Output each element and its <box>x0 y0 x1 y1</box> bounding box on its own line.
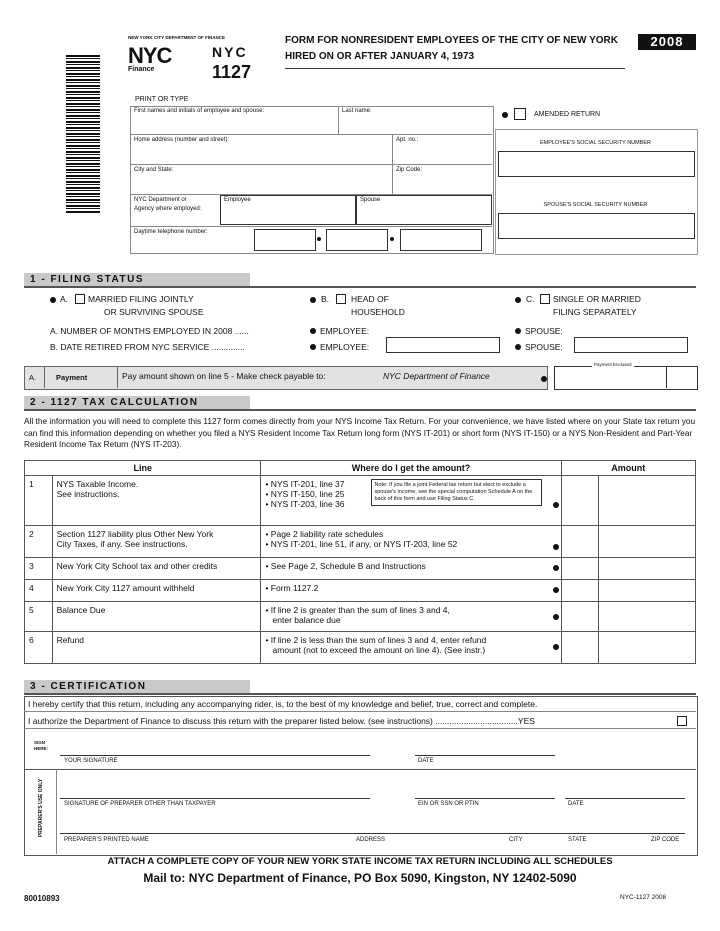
signature-date-label: DATE <box>418 758 434 764</box>
col-line-header: Line <box>25 461 261 476</box>
form-number: 1127 <box>212 62 252 82</box>
home-address-label: Home address (number and street): <box>134 137 230 143</box>
preparer-signature-label: SIGNATURE OF PREPARER OTHER THAN TAXPAYER <box>64 801 216 807</box>
city-state-label: City and State: <box>134 167 174 173</box>
line-where: • See Page 2, Schedule B and Instructions <box>265 561 426 571</box>
tax-calc-table <box>24 460 696 664</box>
payment-payee: NYC Department of Finance <box>383 371 490 381</box>
amended-return-label: AMENDED RETURN <box>534 111 601 118</box>
line-number: 6 <box>25 632 53 664</box>
option-c-letter: C. <box>526 294 535 304</box>
spouse-ssn-label: SPOUSE'S SOCIAL SECURITY NUMBER <box>543 202 648 208</box>
amount-field[interactable] <box>561 476 598 526</box>
preparer-zip-label: ZIP CODE <box>651 837 680 843</box>
table-row <box>25 632 696 664</box>
option-a-line2: OR SURVIVING SPOUSE <box>104 307 204 317</box>
payment-enclosed-field[interactable] <box>554 366 698 390</box>
table-row <box>25 526 696 558</box>
col-amount-header: Amount <box>561 461 695 476</box>
line-where: • If line 2 is less than the sum of lines 3 and 4, enter refund <box>265 635 487 645</box>
preparer-name-label: PREPARER'S PRINTED NAME <box>64 837 149 843</box>
single-separately-checkbox[interactable] <box>540 294 550 304</box>
dept-name: NEW YORK CITY DEPARTMENT OF FINANCE <box>128 35 226 40</box>
option-b-line2: HOUSEHOLD <box>351 307 405 317</box>
phone-label: Daytime telephone number: <box>134 229 208 235</box>
print-or-type: PRINT OR TYPE <box>135 96 189 103</box>
tax-year-badge: 2008 <box>638 34 696 50</box>
table-row <box>25 558 696 580</box>
form-code: NYC <box>212 44 248 60</box>
barcode <box>66 55 100 213</box>
first-names-label: First names and initials of employee and spouse: <box>134 108 265 114</box>
ein-label: EIN OR SSN OR PTIN <box>418 801 479 807</box>
mail-to-address: Mail to: NYC Department of Finance, PO Box 5090, Kingston, NY 12402-5090 <box>143 871 577 885</box>
months-spouse-label: SPOUSE: <box>525 326 563 336</box>
form-code-left: 80010893 <box>24 894 60 903</box>
certify-text: I hereby certify that this return, including any accompanying rider, is, to the best of my knowledge and belief, true, correct and complete. <box>28 699 538 709</box>
line-where: enter balance due <box>265 615 341 625</box>
retired-spouse-label: SPOUSE: <box>525 342 563 352</box>
section-2-title: 2 - 1127 TAX CALCULATION <box>24 396 250 410</box>
line-where: • If line 2 is greater than the sum of lines 3 and 4, <box>265 605 450 615</box>
line-desc: City Taxes, if any. See instructions. <box>56 539 188 549</box>
amount-field-cents[interactable] <box>598 580 695 602</box>
phone-prefix-field[interactable] <box>326 229 388 251</box>
section-3-title: 3 - CERTIFICATION <box>24 680 250 694</box>
retired-spouse-field[interactable] <box>574 337 688 353</box>
nyc-dept-label-1: NYC Department or <box>134 197 187 203</box>
zip-label: Zip Code: <box>396 167 423 173</box>
preparer-date-label: DATE <box>568 801 584 807</box>
option-b-line1: HEAD OF <box>351 294 389 304</box>
amount-field[interactable] <box>561 580 598 602</box>
line-where: • Page 2 liability rate schedules <box>265 529 384 539</box>
amount-field[interactable] <box>561 558 598 580</box>
payment-label: Payment <box>56 373 88 382</box>
amount-field-cents[interactable] <box>598 602 695 632</box>
authorize-yes-checkbox[interactable] <box>677 716 687 726</box>
payment-enclosed-label: Payment Enclosed <box>594 362 632 367</box>
line-where: • NYS IT-201, line 51, if any, or NYS IT-203, line 52 <box>265 539 458 549</box>
amended-return-checkbox[interactable] <box>514 108 526 120</box>
joint-return-note: Note: If you file a joint Federal tax return but elect to exclude a spouse's income, see the special computation Schedule A on the back of this form and use Filing Status C. <box>371 479 542 506</box>
retired-employee-field[interactable] <box>386 337 500 353</box>
spouse-ssn-field[interactable] <box>498 213 695 239</box>
line-desc: New York City School tax and other credits <box>52 558 261 580</box>
employee-agency-label: Employee <box>224 197 251 203</box>
your-signature-field[interactable] <box>60 740 370 754</box>
months-employed-label: A. NUMBER OF MONTHS EMPLOYED IN 2008 ...... <box>50 326 249 336</box>
table-row <box>25 602 696 632</box>
nyc-dept-label-2: Agency where employed: <box>134 206 202 212</box>
amount-field-cents[interactable] <box>598 526 695 558</box>
sign-here-label: SIGN HERE: <box>34 740 49 751</box>
amount-field[interactable] <box>561 632 598 664</box>
option-c-line2: FILING SEPARATELY <box>553 307 637 317</box>
section-1-title: 1 - FILING STATUS <box>24 273 250 287</box>
line-number: 3 <box>25 558 53 580</box>
line-where: • NYS IT-201, line 37 <box>265 479 345 489</box>
nyc-logo: NYC <box>128 43 172 68</box>
preparer-city-label: CITY <box>509 837 523 843</box>
option-c-line1: SINGLE OR MARRIED <box>553 294 641 304</box>
married-jointly-checkbox[interactable] <box>75 294 85 304</box>
line-number: 1 <box>25 476 53 526</box>
amount-field[interactable] <box>561 526 598 558</box>
finance-logo-text: Finance <box>128 66 155 73</box>
form-title-line1: FORM FOR NONRESIDENT EMPLOYEES OF THE CITY OF NEW YORK <box>285 35 618 46</box>
phone-number-field[interactable] <box>400 229 482 251</box>
line-where: • Form 1127.2 <box>265 583 319 593</box>
col-where-header: Where do I get the amount? <box>261 461 561 476</box>
employee-ssn-label: EMPLOYEE'S SOCIAL SECURITY NUMBER <box>539 140 652 146</box>
head-of-household-checkbox[interactable] <box>336 294 346 304</box>
amount-field-cents[interactable] <box>598 558 695 580</box>
line-desc: Balance Due <box>52 602 261 632</box>
payment-text: Pay amount shown on line 5 - Make check payable to: <box>122 371 326 381</box>
form-title-line2: HIRED ON OR AFTER JANUARY 4, 1973 <box>285 51 475 62</box>
line-number: 4 <box>25 580 53 602</box>
section-2-intro: All the information you will need to complete this 1127 form comes directly from your NYS Income Tax Return. For your convenience, we have listed where on your State tax return you can find this information depending on whether you filed a NYS Resident Income Tax Return long form (NYS IT-201) or short form (NYS IT-150) or a NYS Non-Resident and Part-Year Resident Income Tax Return (NYS IT-203). <box>24 416 696 449</box>
line-where: amount (not to exceed the amount on line 4). (See instr.) <box>265 645 486 655</box>
employee-ssn-field[interactable] <box>498 151 695 177</box>
line-where: • NYS IT-150, line 25 <box>265 489 345 499</box>
amount-field-cents[interactable] <box>598 632 695 664</box>
authorize-text: I authorize the Department of Finance to discuss this return with the preparer listed below. (see instructions) ...................................YES <box>28 716 535 726</box>
line-desc: See instructions. <box>56 489 120 499</box>
line-desc: New York City 1127 amount withheld <box>52 580 261 602</box>
retired-employee-label: EMPLOYEE: <box>320 342 370 352</box>
spouse-agency-label: Spouse <box>360 197 381 203</box>
apt-label: Apt. no.: <box>396 137 419 143</box>
line-where: • NYS IT-203, line 36 <box>265 499 345 509</box>
amount-field-cents[interactable] <box>598 476 695 526</box>
line-desc: Refund <box>52 632 261 664</box>
table-row <box>25 580 696 602</box>
option-a-line1: MARRIED FILING JOINTLY <box>88 294 194 304</box>
form-code-right: NYC-1127 2008 <box>620 894 667 901</box>
your-signature-label: YOUR SIGNATURE <box>64 758 118 764</box>
preparer-use-label-box <box>27 780 55 840</box>
preparer-state-label: STATE <box>568 837 587 843</box>
payment-letter: A. <box>29 373 37 382</box>
line-number: 2 <box>25 526 53 558</box>
preparer-use-label: PREPARER'S USE ONLY <box>38 778 44 838</box>
line-desc: Section 1127 liability plus Other New York <box>56 529 214 539</box>
date-retired-label: B. DATE RETIRED FROM NYC SERVICE .............. <box>50 342 245 352</box>
attach-instruction: ATTACH A COMPLETE COPY OF YOUR NEW YORK STATE INCOME TAX RETURN INCLUDING ALL SCHEDULES <box>107 856 613 867</box>
line-number: 5 <box>25 602 53 632</box>
phone-area-field[interactable] <box>254 229 316 251</box>
months-employee-label: EMPLOYEE: <box>320 326 370 336</box>
table-row <box>25 476 696 526</box>
option-b-letter: B. <box>321 294 330 304</box>
preparer-address-label: ADDRESS <box>356 837 386 843</box>
amount-field[interactable] <box>561 602 598 632</box>
line-desc: NYS Taxable Income. <box>56 479 139 489</box>
last-name-label: Last name: <box>342 108 372 114</box>
option-a-letter: A. <box>60 294 69 304</box>
